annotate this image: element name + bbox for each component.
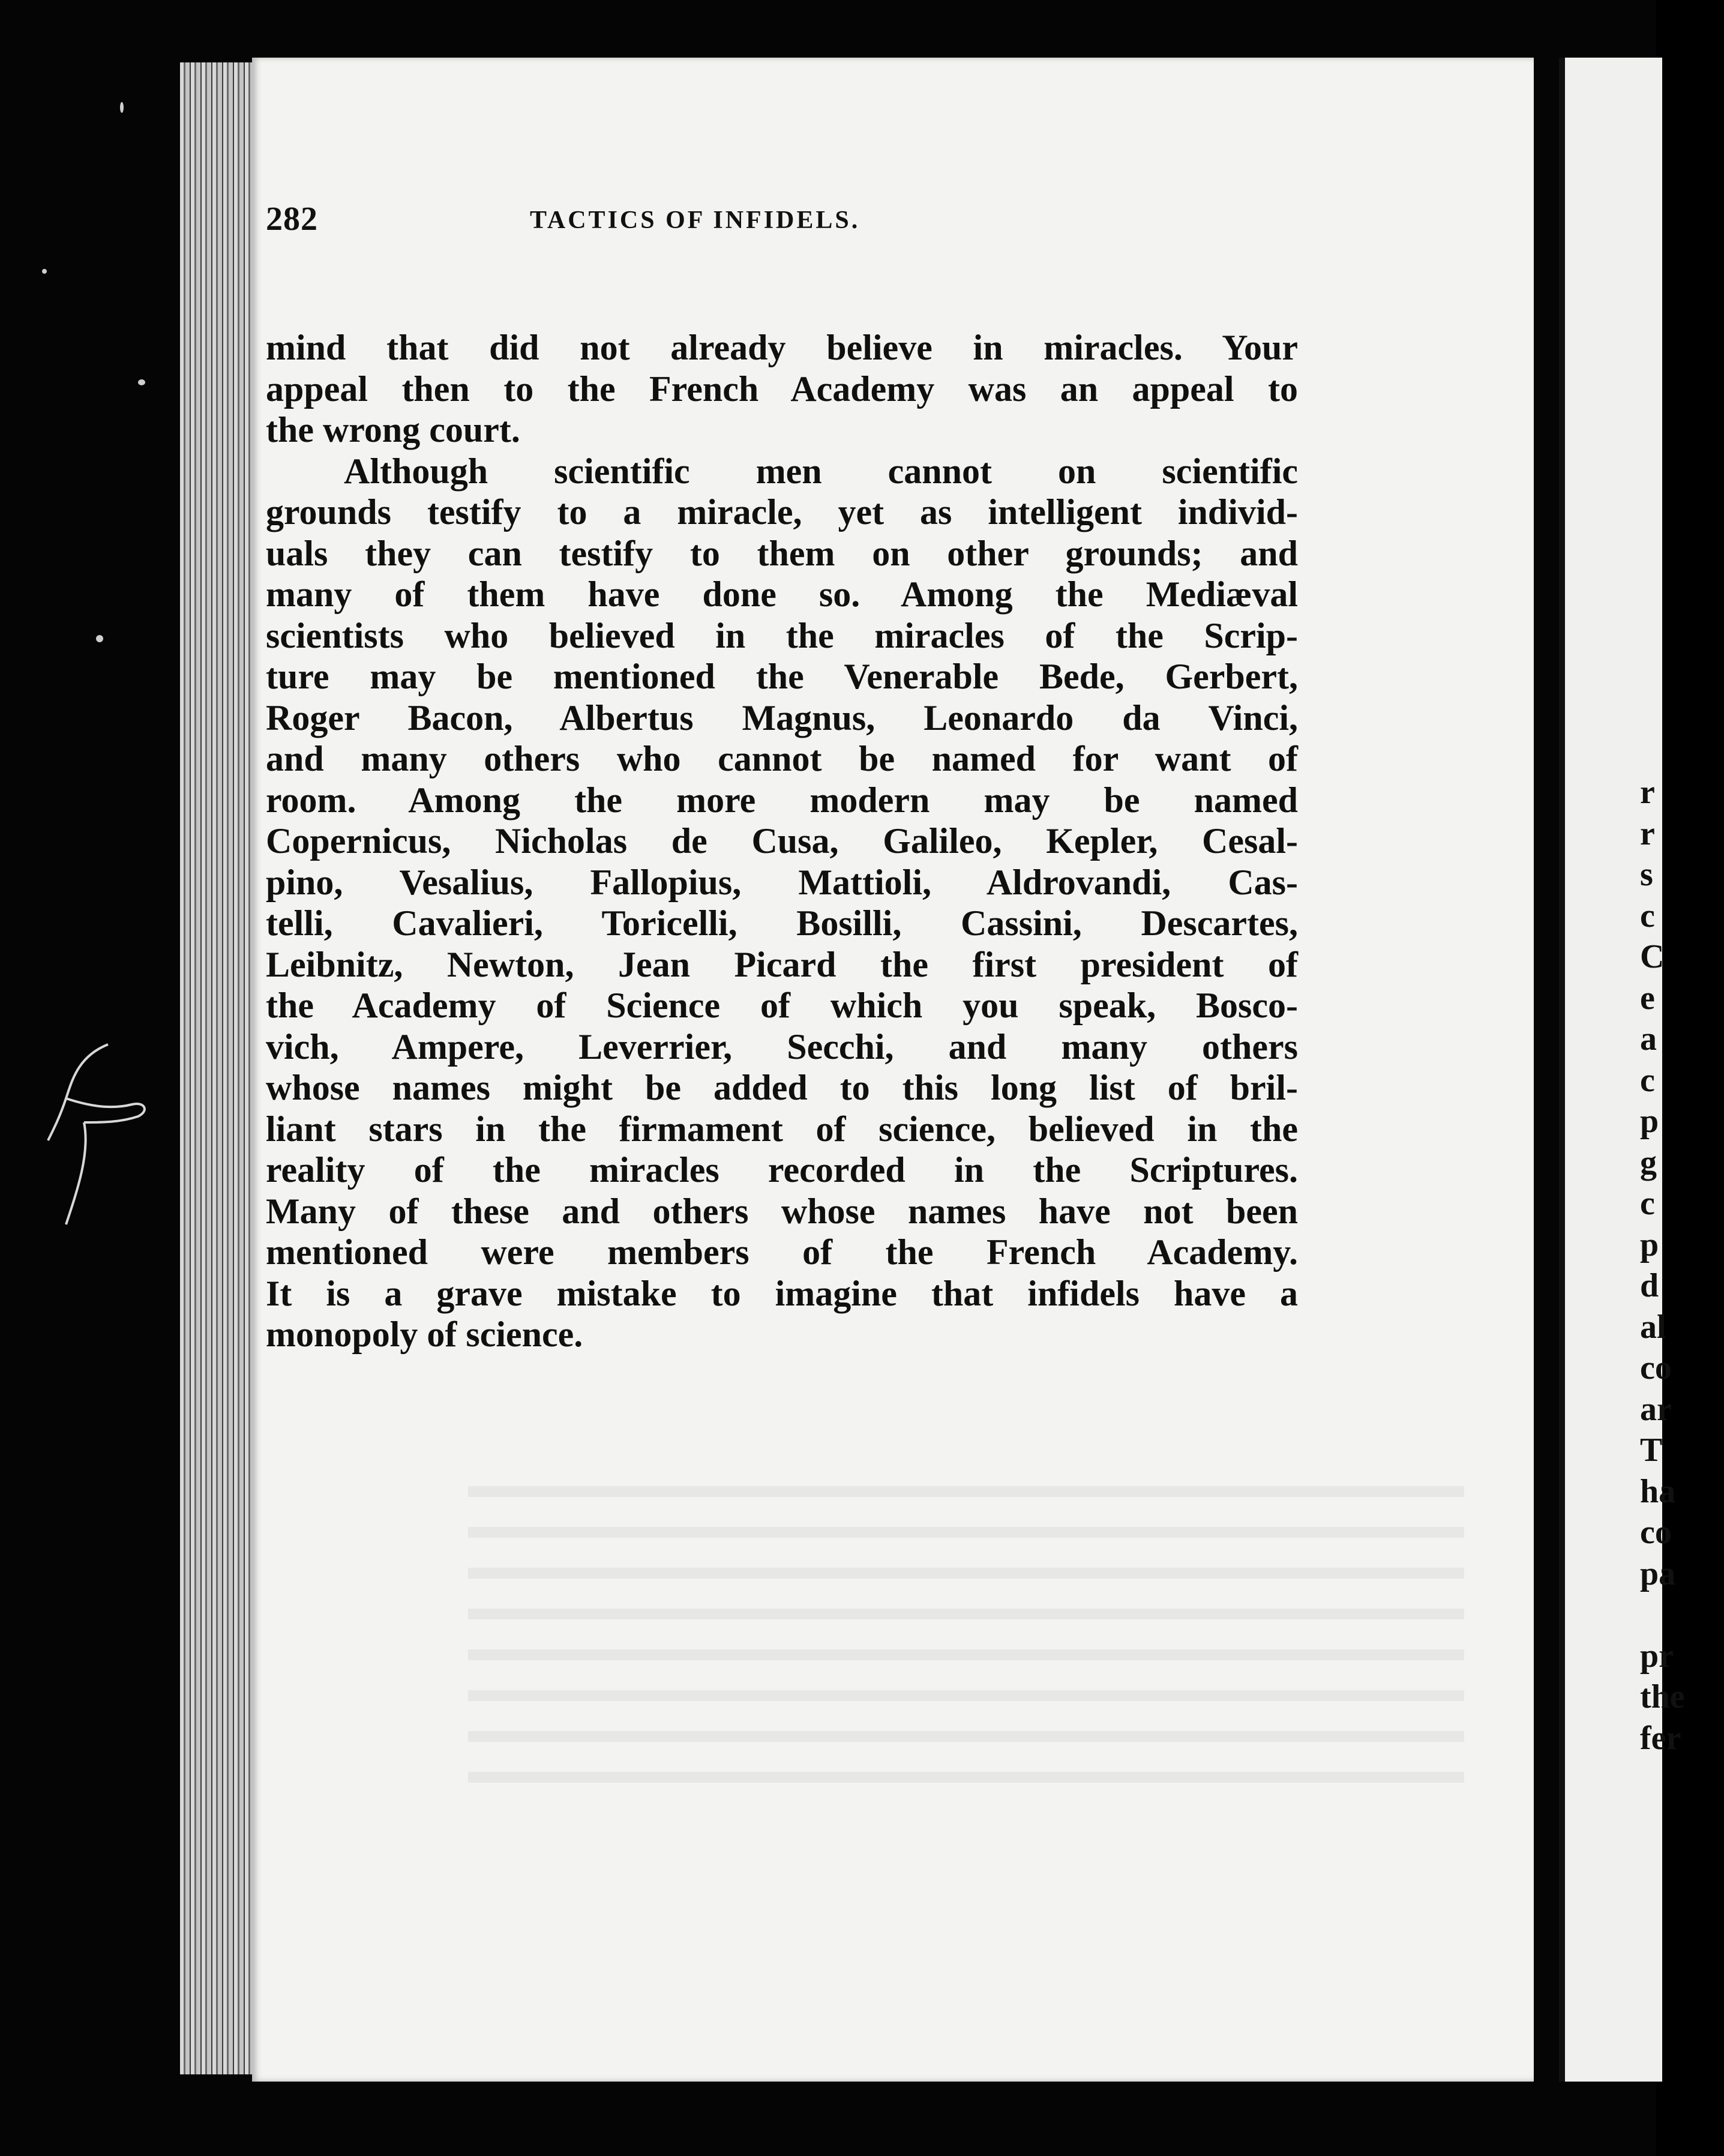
text-fragment: co (1640, 1349, 1672, 1387)
text-line: many of them have done so. Among the Mediæval (266, 574, 1298, 614)
text-line: Many of these and others whose names have not been (266, 1191, 1298, 1231)
running-title: TACTICS OF INFIDELS. (530, 206, 860, 234)
dust-speck (42, 269, 47, 274)
text-fragment: c (1640, 1185, 1655, 1222)
running-head (266, 200, 1286, 254)
text-line: appeal then to the French Academy was an appeal to (266, 369, 1298, 409)
text-fragment: p (1640, 1103, 1659, 1140)
bleed-through-text (468, 1462, 1464, 1798)
text-fragment: a (1640, 1020, 1657, 1058)
text-line: mentioned were members of the French Academy. (266, 1232, 1298, 1272)
text-fragment: ha (1640, 1472, 1676, 1510)
page-number: 282 (266, 200, 318, 238)
text-fragment: co (1640, 1514, 1672, 1551)
text-fragment: p (1640, 1226, 1659, 1263)
text-fragment: pa (1640, 1555, 1676, 1592)
text-line: ture may be mentioned the Venerable Bede, Gerbert, (266, 657, 1298, 696)
text-fragment: al (1640, 1308, 1666, 1346)
text-line: liant stars in the firmament of science, believed in the (266, 1109, 1298, 1149)
facing-page-edge (1559, 58, 1685, 2082)
text-fragment: s (1640, 856, 1653, 893)
text-fragment: T (1640, 1432, 1663, 1469)
text-line: Although scientific men cannot on scientific (344, 451, 1298, 491)
text-fragment: fer (1640, 1719, 1681, 1757)
text-line: Roger Bacon, Albertus Magnus, Leonardo da Vinci, (266, 697, 1298, 738)
text-fragment: c (1640, 897, 1655, 935)
text-fragment: pr (1640, 1637, 1674, 1675)
text-line: the Academy of Science of which you speak, Bosco- (266, 986, 1298, 1025)
text-line: uals they can testify to them on other grounds; and (266, 533, 1298, 573)
text-line: telli, Cavalieri, Toricelli, Bosilli, Cassini, Descartes, (266, 903, 1298, 943)
text-fragment: ar (1640, 1390, 1672, 1428)
text-fragment: g (1640, 1143, 1657, 1181)
text-line: and many others who cannot be named for want of (266, 739, 1298, 778)
pointer-hand-sketch (30, 1032, 162, 1236)
dust-speck (138, 379, 145, 385)
text-fragment: d (1640, 1267, 1659, 1304)
text-line: It is a grave mistake to imagine that infidels have a (266, 1273, 1298, 1313)
text-line: vich, Ampere, Leverrier, Secchi, and many others (266, 1026, 1298, 1067)
text-line: Copernicus, Nicholas de Cusa, Galileo, Kepler, Cesal- (266, 821, 1298, 861)
dust-speck (96, 635, 103, 642)
text-line: room. Among the more modern may be named (266, 780, 1298, 820)
dust-speck (120, 102, 124, 113)
text-fragment: e (1640, 979, 1655, 1017)
text-line: Leibnitz, Newton, Jean Picard the first president of (266, 944, 1298, 984)
text-line: scientists who believed in the miracles of the Scrip- (266, 615, 1298, 655)
text-fragment (1640, 1594, 1724, 1636)
page-edges (180, 62, 264, 2074)
text-fragment: the (1640, 1678, 1685, 1715)
text-fragment: c (1640, 1061, 1655, 1099)
text-line: pino, Vesalius, Fallopius, Mattioli, Aldrovandi, Cas- (266, 862, 1298, 902)
text-line: whose names might be added to this long list of bril- (266, 1068, 1298, 1107)
text-fragment: C (1640, 938, 1665, 975)
text-fragment: r (1640, 815, 1655, 852)
text-line: mind that did not already believe in miracles. Your (266, 328, 1298, 367)
text-fragment: r (1640, 774, 1655, 811)
text-line: monopoly of science. (266, 1314, 583, 1354)
text-line: reality of the miracles recorded in the Scriptures. (266, 1150, 1298, 1190)
body-text (266, 327, 1298, 1355)
text-line: the wrong court. (266, 410, 520, 450)
text-line: grounds testify to a miracle, yet as intelligent individ- (266, 492, 1298, 532)
facing-page-text (1640, 772, 1724, 1759)
